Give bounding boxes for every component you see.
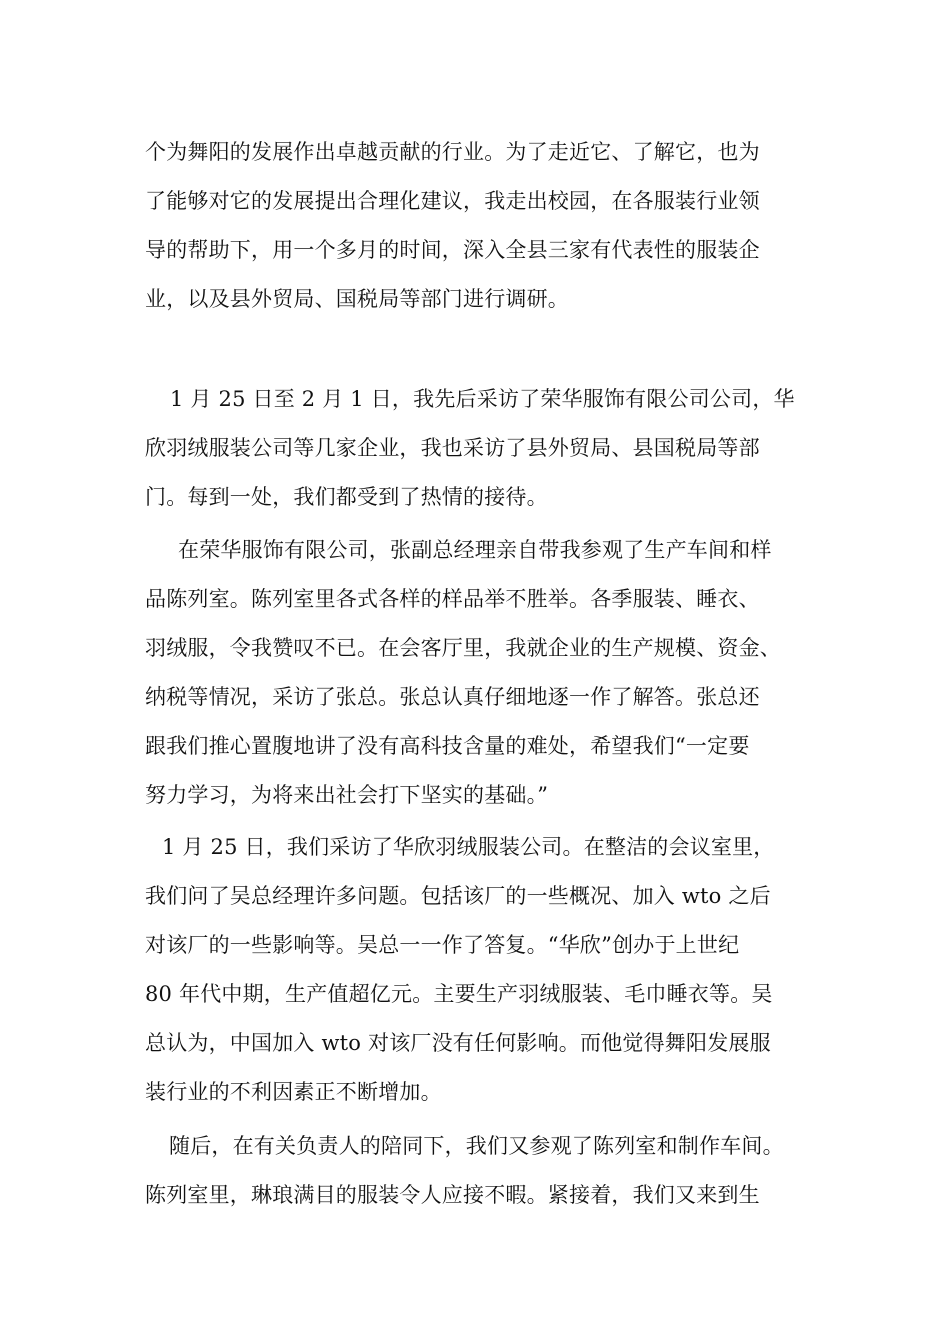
text-line: 我们问了吴总经理许多问题。包括该厂的一些概况、加入 wto 之后 [145, 884, 771, 908]
text-line: 努力学习，为将来出社会打下坚实的基础。” [145, 783, 549, 807]
text-line: 跟我们推心置腹地讲了没有高科技含量的难处，希望我们“一定要 [145, 734, 750, 758]
text-line: 在荣华服饰有限公司，张副总经理亲自带我参观了生产车间和样 [178, 538, 772, 562]
text-line: 1 月 25 日至 2 月 1 日，我先后采访了荣华服饰有限公司公司，华 [170, 387, 795, 411]
text-line: 门。每到一处，我们都受到了热情的接待。 [145, 485, 548, 509]
text-line: 欣羽绒服装公司等几家企业，我也采访了县外贸局、县国税局等部 [145, 436, 760, 460]
text-line: 总认为，中国加入 wto 对该厂没有任何影响。而他觉得舞阳发展服 [145, 1031, 771, 1055]
text-line: 1 月 25 日，我们采访了华欣羽绒服装公司。在整洁的会议室里， [162, 835, 775, 859]
text-line: 羽绒服，令我赞叹不已。在会客厅里，我就企业的生产规模、资金、 [145, 636, 781, 660]
text-line: 对该厂的一些影响等。吴总一一作了答复。“华欣”创办于上世纪 [145, 933, 740, 957]
text-line: 陈列室里，琳琅满目的服装令人应接不暇。紧接着，我们又来到生 [145, 1183, 760, 1207]
text-line: 业，以及县外贸局、国税局等部门进行调研。 [145, 287, 569, 311]
text-line: 个为舞阳的发展作出卓越贡献的行业。为了走近它、了解它，也为 [145, 140, 760, 164]
text-line: 80 年代中期，生产值超亿元。主要生产羽绒服装、毛巾睡衣等。吴 [145, 982, 773, 1006]
text-line: 纳税等情况，采访了张总。张总认真仔细地逐一作了解答。张总还 [145, 685, 760, 709]
text-line: 随后，在有关负责人的陪同下，我们又参观了陈列室和制作车间。 [169, 1134, 784, 1158]
text-line: 导的帮助下，用一个多月的时间，深入全县三家有代表性的服装企 [145, 238, 760, 262]
text-line: 装行业的不利因素正不断增加。 [145, 1080, 442, 1104]
text-line: 了能够对它的发展提出合理化建议，我走出校园，在各服装行业领 [145, 189, 760, 213]
text-line: 品陈列室。陈列室里各式各样的样品举不胜举。各季服装、睡衣、 [145, 587, 760, 611]
